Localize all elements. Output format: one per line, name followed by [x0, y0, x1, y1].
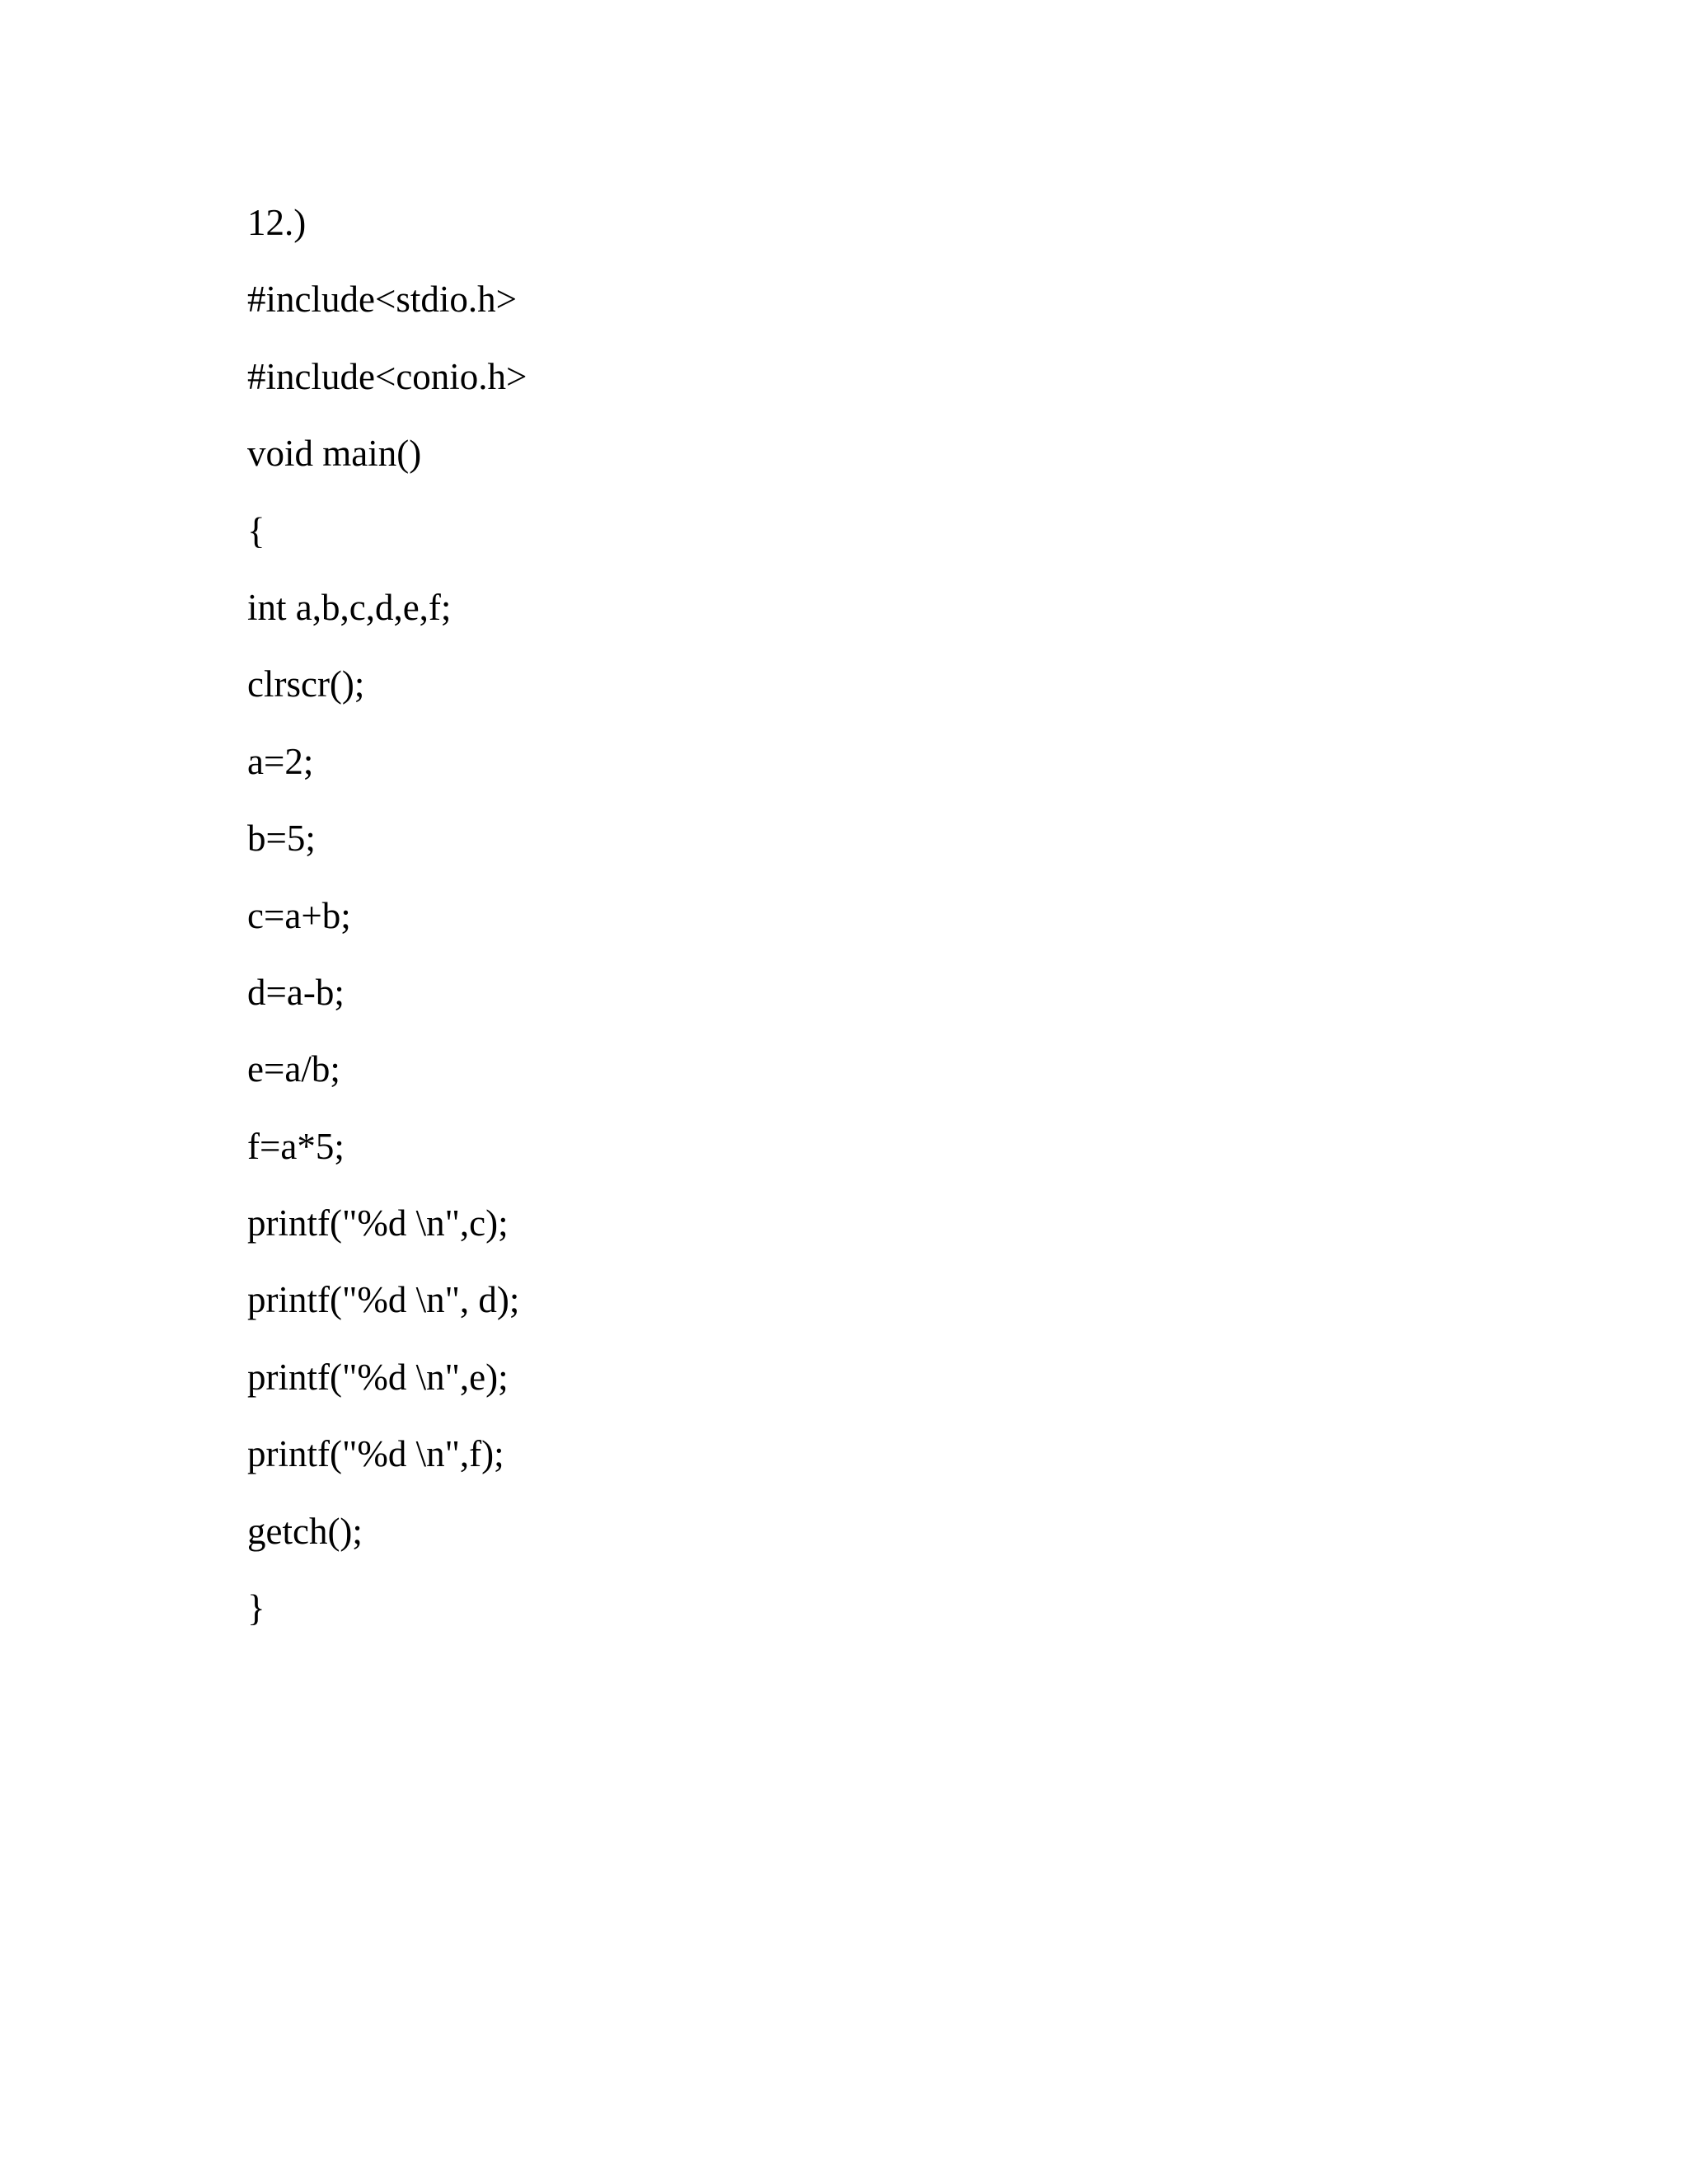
code-line-close-brace: } [247, 1587, 265, 1629]
code-line-assign-f: f=a*5; [247, 1125, 345, 1167]
question-number: 12.) [247, 202, 307, 243]
code-line-declaration: int a,b,c,d,e,f; [247, 586, 452, 628]
code-line-printf-f: printf("%d \n",f); [247, 1433, 504, 1475]
code-listing [247, 190, 1566, 1652]
code-line-assign-c: c=a+b; [247, 894, 351, 936]
code-line-getch: getch(); [247, 1510, 363, 1552]
code-line-include-stdio: #include<stdio.h> [247, 279, 517, 321]
code-line-printf-d: printf("%d \n", d); [247, 1279, 520, 1321]
code-line-printf-c: printf("%d \n",c); [247, 1202, 509, 1244]
code-line-main-signature: void main() [247, 433, 422, 475]
code-line-assign-e: e=a/b; [247, 1048, 340, 1090]
code-line-assign-d: d=a-b; [247, 971, 345, 1013]
code-line-assign-b: b=5; [247, 818, 316, 860]
code-line-assign-a: a=2; [247, 740, 314, 782]
code-line-include-conio: #include<conio.h> [247, 355, 528, 397]
code-line-clrscr: clrscr(); [247, 663, 365, 705]
code-line-printf-e: printf("%d \n",e); [247, 1356, 509, 1398]
code-line-open-brace: { [247, 509, 265, 551]
